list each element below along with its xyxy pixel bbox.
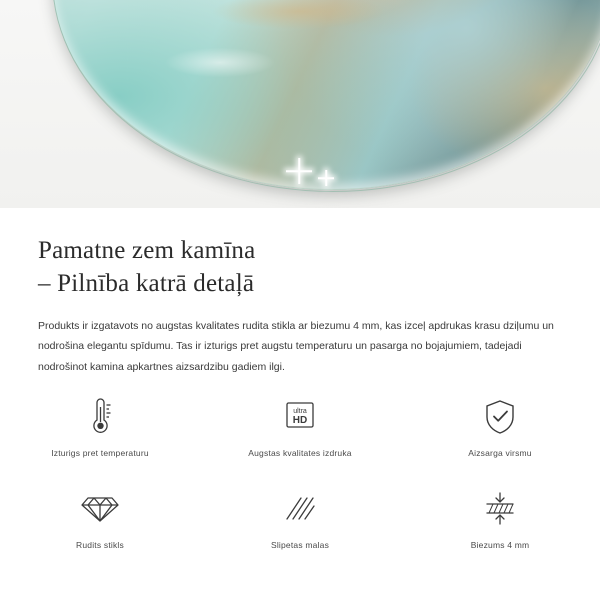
feature-item (200, 482, 400, 570)
feature-label: Rudits stikls (76, 540, 124, 550)
round-marble-glass-panel (52, 0, 600, 190)
page-title (0, 208, 600, 300)
feature-label: Augstas kvalitates izdruka (248, 448, 352, 458)
thermometer-icon (83, 396, 117, 438)
diamond-icon (80, 488, 120, 530)
feature-item (400, 390, 600, 478)
feature-grid (0, 390, 600, 570)
shield-check-icon (483, 396, 517, 438)
feature-label: Slipetas malas (270, 540, 330, 550)
ultra-hd-icon (280, 396, 320, 438)
thickness-arrows-icon (480, 488, 520, 530)
hero-image (0, 0, 600, 208)
headline-line-2: – Pilnība katrā detaļā (38, 270, 255, 297)
polished-edges-icon (281, 488, 319, 530)
headline-line-1: Pamatne zem kamīna (38, 237, 256, 264)
text-content (0, 208, 600, 377)
feature-label: Izturigs pret temperaturu (51, 448, 149, 458)
feature-item (0, 482, 200, 570)
feature-label: Aizsarga virsmu (468, 448, 532, 458)
feature-label: Biezums 4 mm (470, 540, 530, 550)
feature-item (400, 482, 600, 570)
feature-item (0, 390, 200, 478)
svg-text:HD: HD (292, 415, 308, 426)
feature-item (200, 390, 400, 478)
svg-text:ultra: ultra (293, 408, 307, 415)
body-paragraph: Produkts ir izgatavots no augstas kvalitates rudita stikla ar biezumu 4 mm, kas izceļ apdrukas krasu dziļumu un nodrošina elegantu spīdumu. Tas ir izturigs pret augstu temperaturu un pasarga no bojajumiem, tadejadi nodrošinot kamina apkartnes aizsardzibu gadiem ilgi. (38, 320, 554, 373)
